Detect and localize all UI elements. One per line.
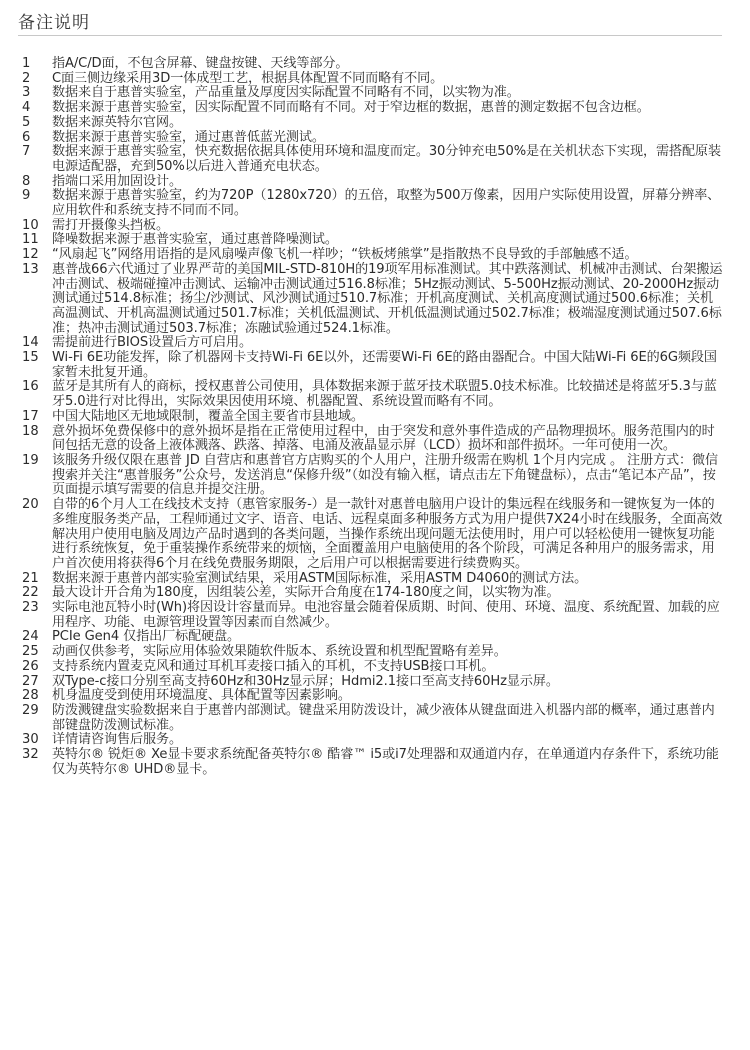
note-number: 21	[22, 570, 39, 586]
note-item	[22, 131, 724, 146]
note-text: 数据来源于惠普实验室，通过惠普低蓝光测试。	[52, 129, 325, 145]
note-text: 需提前进行BIOS设置后方可启用。	[52, 335, 252, 351]
note-item	[22, 86, 724, 101]
note-text: 数据来源于惠普实验室，快充数据依据具体使用环境和温度而定。30分钟充电50%是在关机状态下实现，需搭配原装电源适配器，充到50%以后进入普通充电状态。	[52, 144, 721, 174]
note-text: 详情请咨询售后服务。	[52, 732, 182, 748]
note-item	[22, 248, 724, 263]
note-item	[22, 116, 724, 131]
note-number: 15	[22, 350, 39, 366]
note-item	[22, 704, 724, 733]
note-item	[22, 630, 724, 645]
note-text: 动画仅供参考，实际应用体验效果随软件版本、系统设置和机型配置略有差异。	[52, 644, 507, 660]
note-text: C面三侧边缘采用3D一体成型工艺，根据具体配置不同而略有不同。	[52, 70, 444, 86]
note-text: 双Type-c接口分别至高支持60Hz和30Hz显示屏；Hdmi2.1接口至高支持60Hz显示屏。	[52, 673, 559, 689]
note-number: 19	[22, 452, 39, 468]
title-divider	[18, 35, 722, 36]
note-text: 需打开摄像头挡板。	[52, 217, 169, 233]
note-number: 17	[22, 408, 39, 424]
note-text: 数据来源英特尔官网。	[52, 114, 182, 130]
note-number: 11	[22, 232, 39, 248]
note-number: 25	[22, 644, 39, 660]
note-item	[22, 336, 724, 351]
note-item	[22, 645, 724, 660]
note-number: 18	[22, 423, 39, 439]
note-item	[22, 689, 724, 704]
note-text: 指A/C/D面，不包含屏幕、键盘按键、天线等部分。	[52, 56, 349, 71]
note-number: 22	[22, 585, 39, 601]
note-number: 13	[22, 261, 39, 277]
note-text: 数据来自于惠普实验室，产品重量及厚度因实际配置不同略有不同，以实物为准。	[52, 85, 520, 101]
note-text: 数据来源于惠普实验室，约为720P（1280x720）的五倍，取整为500万像素，因用户实际使用设置，屏幕分辨率、应用软件和系统支持不同而不同。	[52, 188, 721, 219]
note-item	[22, 145, 724, 174]
note-text: 惠普战66六代通过了业界严苛的美国MIL-STD-810H的19项军用标准测试。其中跌落测试、机械冲击测试、台架搬运冲击测试、极端碰撞冲击测试、运输冲击测试通过516.8标准；5Hz振动测试、5-500Hz振动测试、20-2000Hz振动测试通过514.8标准；扬尘/沙测试、风沙测试通过510.7标准；开机高度测试、关机高度测试通过500.6标准；关机高温测试、开机高温测试通过501.7标准；关机低温测试、开机低温测试通过502.7标准；极端湿度测试通过507.6标准；热冲击测试通过503.7标准；冻融试验通过524.1标准。	[52, 261, 723, 336]
note-number: 29	[22, 702, 39, 718]
note-number: 1	[22, 56, 31, 71]
note-number: 16	[22, 379, 39, 395]
note-number: 27	[22, 673, 39, 689]
note-number: 7	[22, 144, 31, 160]
note-number: 23	[22, 600, 39, 616]
note-text: 防泼溅键盘实验数据来自于惠普内部测试。键盘采用防泼设计，减少液体从键盘面进入机器内部的概率，通过惠普内部键盘防泼测试标准。	[52, 702, 715, 733]
note-item	[22, 733, 724, 748]
note-text: PCIe Gen4 仅指出厂标配硬盘。	[52, 629, 241, 645]
note-text: 意外损坏免费保修中的意外损坏是指在正常使用过程中，由于突发和意外事件造成的产品物理损坏。服务范围内的时间包括无意的设备上液体溅落、跌落、掉落、电涌及液晶显示屏（LCD）损坏和部件损坏。一年可使用一次。	[52, 423, 715, 454]
note-number: 6	[22, 129, 31, 145]
note-item	[22, 748, 724, 777]
note-item	[22, 101, 724, 116]
note-number: 28	[22, 688, 39, 704]
note-text: Wi-Fi 6E功能发挥，除了机器网卡支持Wi-Fi 6E以外，还需要Wi-Fi 6E的路由器配合。中国大陆Wi-Fi 6E的6G频段国家暂未批复开通。	[52, 350, 717, 380]
note-text: 支持系统内置麦克风和通过耳机耳麦接口插入的耳机，不支持USB接口耳机。	[52, 658, 495, 674]
note-number: 24	[22, 629, 39, 645]
note-text: 英特尔® 锐炬® Xe显卡要求系统配备英特尔® 酷睿™ i5或i7处理器和双通道内存，在单通道内存条件下，系统功能仅为英特尔® UHD®显卡。	[52, 747, 719, 777]
note-item	[22, 189, 724, 218]
note-item	[22, 410, 724, 425]
note-number: 5	[22, 114, 31, 130]
note-number: 14	[22, 335, 39, 351]
note-text: 中国大陆地区无地域限制，覆盖全国主要省市县地域。	[52, 408, 364, 424]
note-number: 2	[22, 70, 31, 86]
page-title: 备注说明	[18, 13, 90, 33]
note-number: 9	[22, 188, 31, 204]
note-text: 最大设计开合角为180度，因组装公差，实际开合角度在174-180度之间，以实物为准。	[52, 585, 560, 601]
note-number: 32	[22, 747, 39, 763]
note-text: 自带的6个月人工在线技术支持（惠管家服务-）是一款针对惠普电脑用户设计的集远程在线服务和一键恢复为一体的多维度服务类产品，工程师通过文字、语音、电话、远程桌面多种服务方式为用户提供7X24小时在线服务，全面高效解决用户使用电脑及周边产品时遇到的各类问题，当操作系统出现问题无法使用时，用户可以轻松使用一键恢复功能进行系统恢复，免于重装操作系统带来的烦恼，全面覆盖用户电脑使用的各个阶段，可满足各种用户的服务需求，用户首次使用将获得6个月在线免费服务期限，之后用户可以根据需要进行续费购买。	[52, 497, 723, 571]
note-item	[22, 498, 724, 572]
note-number: 30	[22, 732, 39, 748]
note-item	[22, 601, 724, 630]
note-number: 8	[22, 173, 31, 189]
note-number: 26	[22, 658, 39, 674]
note-item	[22, 425, 724, 454]
note-number: 10	[22, 217, 39, 233]
note-text: 指端口采用加固设计。	[52, 173, 182, 189]
note-text: 数据来源于惠普内部实验室测试结果，采用ASTM国际标准，采用ASTM D4060的测试方法。	[52, 570, 588, 586]
note-text: 机身温度受到使用环境温度、具体配置等因素影响。	[52, 688, 351, 704]
note-text: “风扇起飞”网络用语指的是风扇噪声像飞机一样吵；“铁板烤熊掌”是指散热不良导致的手部触感不适。	[52, 247, 638, 263]
note-text: 降噪数据来源于惠普实验室，通过惠普降噪测试。	[52, 232, 338, 248]
note-number: 20	[22, 497, 39, 513]
note-item	[22, 57, 724, 72]
note-item	[22, 586, 724, 601]
note-item	[22, 660, 724, 675]
note-number: 3	[22, 85, 31, 101]
notes-list	[22, 57, 724, 777]
note-item	[22, 454, 724, 498]
note-number: 12	[22, 247, 39, 263]
note-text: 数据来源于惠普实验室，因实际配置不同而略有不同。对于窄边框的数据，惠普的测定数据不包含边框。	[52, 100, 650, 116]
note-text: 实际电池瓦特小时(Wh)将因设计容量而异。电池容量会随着保质期、时间、使用、环境、温度、系统配置、加载的应用程序、功能、电源管理设置等因素而自然减少。	[52, 600, 720, 630]
note-item	[22, 380, 724, 409]
note-item	[22, 351, 724, 380]
note-text: 蓝牙是其所有人的商标，授权惠普公司使用，具体数据来源于蓝牙技术联盟5.0技术标准。比较描述是将蓝牙5.3与蓝牙5.0进行对比得出，实际效果因使用环境、机器配置、系统设置而略有不同。	[52, 379, 717, 410]
note-item	[22, 233, 724, 248]
note-item	[22, 263, 724, 337]
note-text: 该服务升级仅限在惠普 JD 自营店和惠普官方店购买的个人用户，注册升级需在购机 1个月内完成 。 注册方式：微信搜索并关注“惠普服务”公众号，发送消息“保修升级”（如没有输入框，请点击左下角键盘标），点击“笔记本产品”，按页面提示填写需要的信息并提交注册。	[52, 452, 718, 498]
note-number: 4	[22, 100, 31, 116]
